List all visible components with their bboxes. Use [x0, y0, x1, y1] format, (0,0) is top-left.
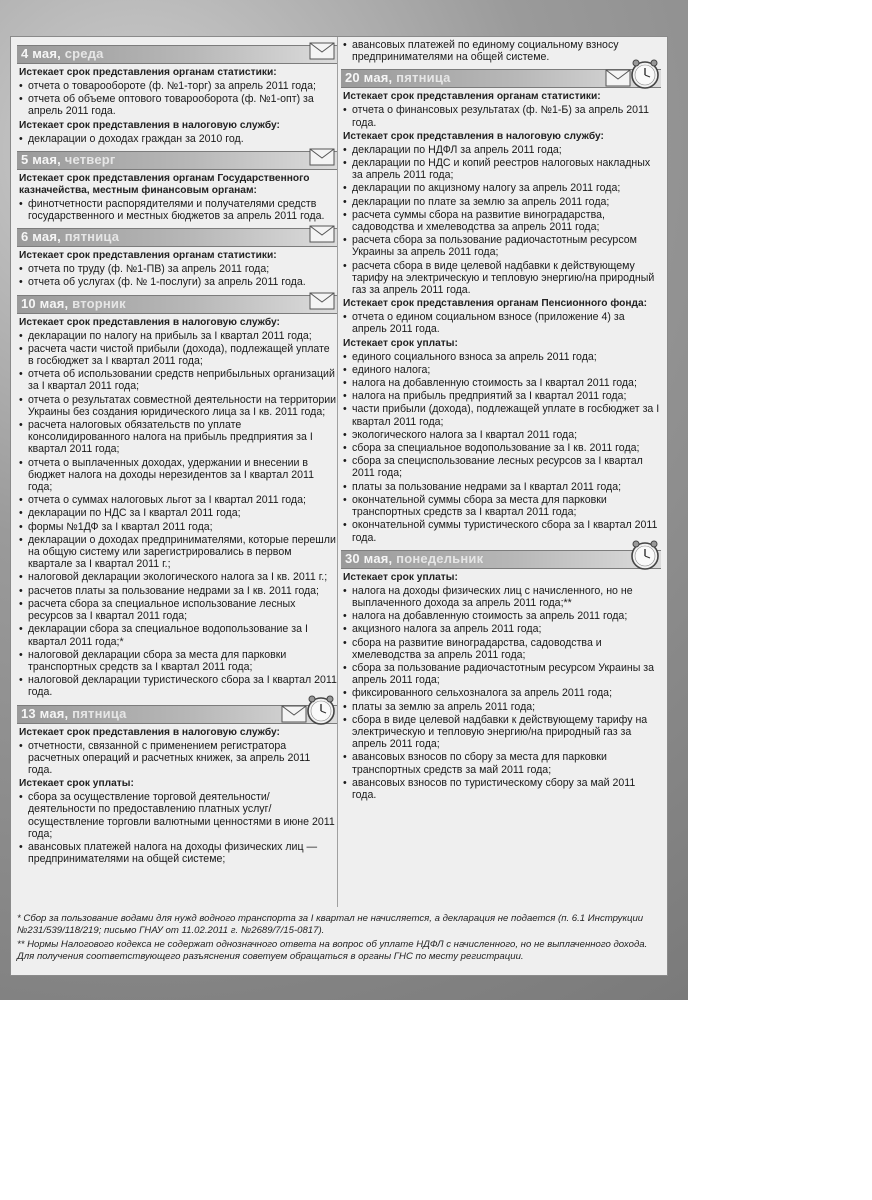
date-header	[17, 705, 337, 724]
date-header	[17, 151, 337, 170]
deadline-list	[17, 330, 337, 699]
deadline-list	[341, 311, 661, 335]
deadline-group-header: Истекает срок уплаты:	[343, 571, 458, 583]
column-divider	[337, 37, 338, 907]
list-item: • акцизного налога за апрель 2011 года;	[343, 623, 661, 635]
left-column	[17, 39, 337, 866]
list-item: • декларации о доходах предпринимателями, которые перешли на общую систему или зарегистрировались в первом квартале за I квартал 2011 г.;	[19, 534, 337, 571]
list-item: • отчета о выплаченных доходах, удержании и внесении в бюджет налога на доходы нерезидентов за I квартал 2011 года;	[19, 457, 337, 494]
list-item: • авансовых взносов по туристическому сбору за май 2011 года.	[343, 777, 661, 801]
list-item: • части прибыли (дохода), подлежащей уплате в госбюджет за I квартал 2011 года;	[343, 403, 661, 427]
date-label	[21, 229, 119, 244]
list-item: • декларации по налогу на прибыль за I квартал 2011 года;	[19, 330, 337, 342]
list-item: • отчета о товарообороте (ф. №1-торг) за апрель 2011 года;	[19, 80, 337, 92]
list-item: • отчета о результатах совместной деятельности на территории Украины без создания юридического лица за I кв. 2011 года;	[19, 394, 337, 418]
list-item: • отчета о финансовых результатах (ф. №1-Б) за апрель 2011 года.	[343, 104, 661, 128]
list-item: • сбора за специспользование лесных ресурсов за I квартал 2011 года;	[343, 455, 661, 479]
list-item: • расчета налоговых обязательств по уплате консолидированного налога на прибыль предприятия за I квартал 2011 года;	[19, 419, 337, 456]
list-item: • окончательной суммы туристического сбора за I квартал 2011 года.	[343, 519, 661, 543]
deadline-group-header: Истекает срок представления в налоговую службу:	[19, 316, 280, 328]
deadline-group-header: Истекает срок представления в налоговую службу:	[343, 130, 604, 142]
date-label	[21, 46, 104, 61]
list-item: • сбора за специальное водопользование за I кв. 2011 года;	[343, 442, 661, 454]
list-item: • налоговой декларации экологического налога за I кв. 2011 г.;	[19, 571, 337, 583]
deadline-group-header: Истекает срок уплаты:	[343, 337, 458, 349]
date-label	[21, 152, 116, 167]
list-item: • фиксированного сельхозналога за апрель 2011 года;	[343, 687, 661, 699]
list-item: • налога на прибыль предприятий за I квартал 2011 года;	[343, 390, 661, 402]
deadline-list	[17, 791, 337, 865]
deadline-list	[341, 351, 661, 544]
deadline-list	[17, 740, 337, 777]
deadline-group-header: Истекает срок представления органам статистики:	[343, 91, 601, 103]
date-header	[17, 45, 337, 64]
envelope-clock-icon	[281, 692, 337, 728]
date-label	[21, 296, 126, 311]
list-item: • налога на добавленную стоимость за апрель 2011 года;	[343, 610, 661, 622]
list-item: • расчетов платы за пользование недрами за I кв. 2011 года;	[19, 585, 337, 597]
list-item: • декларации по НДС за I квартал 2011 года;	[19, 507, 337, 519]
list-item: • налога на добавленную стоимость за I квартал 2011 года;	[343, 377, 661, 389]
envelope-clock-icon	[605, 56, 661, 92]
date-text: 6 мая,	[21, 229, 61, 245]
date-text: 10 мая,	[21, 295, 69, 311]
deadline-list	[17, 198, 337, 222]
list-item: • окончательной суммы сбора за места для парковки транспортных средств за I квартал 2011 года;	[343, 494, 661, 518]
envelope-icon	[309, 148, 335, 166]
date-header	[17, 295, 337, 314]
list-item: • отчета о суммах налоговых льгот за I квартал 2011 года;	[19, 494, 337, 506]
list-item: • расчета суммы сбора на развитие виноградарства, садоводства и хмелеводства за апрель 2011 года;	[343, 209, 661, 233]
list-item: • авансовых платежей налога на доходы физических лиц — предпринимателями на общей системе;	[19, 841, 337, 865]
list-item: • сбора на развитие виноградарства, садоводства и хмелеводства за апрель 2011 года;	[343, 637, 661, 661]
list-item: • расчета сбора за пользование радиочастотным ресурсом Украины за апрель 2011 года;	[343, 234, 661, 258]
envelope-icon	[309, 292, 335, 310]
list-item: • авансовых платежей по единому социальному взносу предпринимателями на общей системе.	[343, 39, 661, 63]
deadline-list	[341, 585, 661, 801]
list-item: • налоговой декларации туристического сбора за I квартал 2011 года.	[19, 674, 337, 698]
list-item: • сбора за осуществление торговой деятельности/деятельности по предоставлению платных услуг/осуществление торговли валютными ценностями в июне 2011 года;	[19, 791, 337, 840]
list-item: • налога на доходы физических лиц с начисленного, но не выплаченного дохода за апрель 2011 года;**	[343, 585, 661, 609]
deadline-group-header: Истекает срок представления органам статистики:	[19, 250, 277, 262]
deadline-list	[17, 80, 337, 118]
date-header	[17, 228, 337, 247]
list-item: • декларации по НДФЛ за апрель 2011 года;	[343, 144, 661, 156]
deadline-list	[341, 144, 661, 296]
list-item: • платы за пользование недрами за I квартал 2011 года;	[343, 481, 661, 493]
list-item: • формы №1ДФ за I квартал 2011 года;	[19, 521, 337, 533]
deadline-group-header: Истекает срок уплаты:	[19, 778, 134, 790]
deadline-group-header: Истекает срок представления органам Государственного казначейства, местным финансовым органам:	[19, 172, 310, 196]
list-item: • декларации о доходах граждан за 2010 год.	[19, 133, 337, 145]
list-item: • финотчетности распорядителями и получателями средств государственного и местных бюджетов за апрель 2011 года.	[19, 198, 337, 222]
deadline-group-header: Истекает срок представления органам статистики:	[19, 67, 277, 78]
weekday-text: вторник	[72, 295, 126, 311]
footnote: * Сбор за пользование водами для нужд водного транспорта за I квартал не начисляется, а декларация не подается (п. 6.1 Инструкции №231/539/118/219; письмо ГНАУ от 11.02.2011 г. №2689/7/15-0817).	[17, 913, 644, 936]
list-item: • расчета сбора за специальное использование лесных ресурсов за I квартал 2011 года;	[19, 598, 337, 622]
deadline-list	[341, 104, 661, 128]
date-label	[21, 706, 127, 721]
footnote: ** Нормы Налогового кодекса не содержат однозначного ответа на вопрос об уплате НДФЛ с начисленного, но не выплаченного дохода. Для получения соответствующего разъяснения советуем обращаться в органы ГНС по месту регистрации.	[17, 939, 648, 962]
deadline-list	[17, 263, 337, 288]
list-item: • декларации по НДС и копий реестров налоговых накладных за апрель 2011 года;	[343, 157, 661, 181]
date-text: 4 мая,	[21, 46, 61, 61]
envelope-icon	[309, 42, 335, 60]
list-item: • единого налога;	[343, 364, 661, 376]
list-item: • отчета об объеме оптового товарооборота (ф. №1-опт) за апрель 2011 года.	[19, 93, 337, 117]
date-text: 13 мая,	[21, 705, 69, 721]
weekday-text: понедельник	[396, 550, 484, 566]
list-item: • отчета о едином социальном взносе (приложение 4) за апрель 2011 года.	[343, 311, 661, 335]
list-item: • налоговой декларации сбора за места для парковки транспортных средств за I квартал 2011 года;	[19, 649, 337, 673]
envelope-icon	[309, 225, 335, 243]
footnotes	[17, 913, 661, 965]
list-item: • расчета части чистой прибыли (дохода), подлежащей уплате в госбюджет за I квартал 2011 года;	[19, 343, 337, 367]
list-item: • отчета об услугах (ф. № 1-послуги) за апрель 2011 года.	[19, 276, 337, 288]
weekday-text: пятница	[64, 229, 120, 245]
list-item: • экологического налога за I квартал 2011 года;	[343, 429, 661, 441]
list-item: • сбора в виде целевой надбавки к действующему тарифу на электрическую и тепловую энергию/на природный газ за апрель 2011 года;	[343, 714, 661, 751]
deadline-group-header: Истекает срок представления органам Пенсионного фонда:	[343, 298, 648, 310]
deadline-group-header: Истекает срок представления в налоговую службу:	[19, 119, 280, 131]
right-column	[341, 39, 661, 802]
list-item: • декларации сбора за специальное водопользование за I квартал 2011 года;*	[19, 623, 337, 647]
weekday-text: пятница	[396, 70, 451, 86]
date-label	[345, 70, 451, 85]
date-header	[341, 69, 661, 88]
date-label	[345, 551, 483, 566]
list-item: • декларации по акцизному налогу за апрель 2011 года;	[343, 182, 661, 194]
weekday-text: четверг	[64, 151, 116, 167]
list-item: • отчетности, связанной с применением регистратора расчетных операций и расчетных книжек, за апрель 2011 года.	[19, 740, 337, 777]
tax-calendar-panel	[10, 36, 668, 976]
list-item: • авансовых взносов по сбору за места для парковки транспортных средств за май 2011 года;	[343, 751, 661, 775]
list-item: • расчета сбора в виде целевой надбавки к действующему тарифу на электрическую и тепловую энергию/на природный газ за апрель 2011 года.	[343, 260, 661, 297]
date-header	[341, 550, 661, 569]
list-item: • единого социального взноса за апрель 2011 года;	[343, 351, 661, 363]
date-text: 30 мая,	[345, 550, 393, 566]
list-item: • сбора за пользование радиочастотным ресурсом Украины за апрель 2011 года;	[343, 662, 661, 686]
deadline-group-header: Истекает срок представления в налоговую службу:	[19, 726, 280, 738]
list-item: • отчета об использовании средств неприбыльных организаций за I квартал 2011 года;	[19, 368, 337, 392]
weekday-text: пятница	[72, 705, 127, 721]
weekday-text: среда	[64, 46, 104, 61]
list-item: • отчета по труду (ф. №1-ПВ) за апрель 2011 года;	[19, 263, 337, 275]
deadline-list	[17, 133, 337, 145]
date-text: 5 мая,	[21, 151, 61, 167]
list-item: • платы за землю за апрель 2011 года;	[343, 701, 661, 713]
list-item: • декларации по плате за землю за апрель 2011 года;	[343, 196, 661, 208]
clock-icon	[621, 537, 661, 573]
date-text: 20 мая,	[345, 70, 393, 86]
